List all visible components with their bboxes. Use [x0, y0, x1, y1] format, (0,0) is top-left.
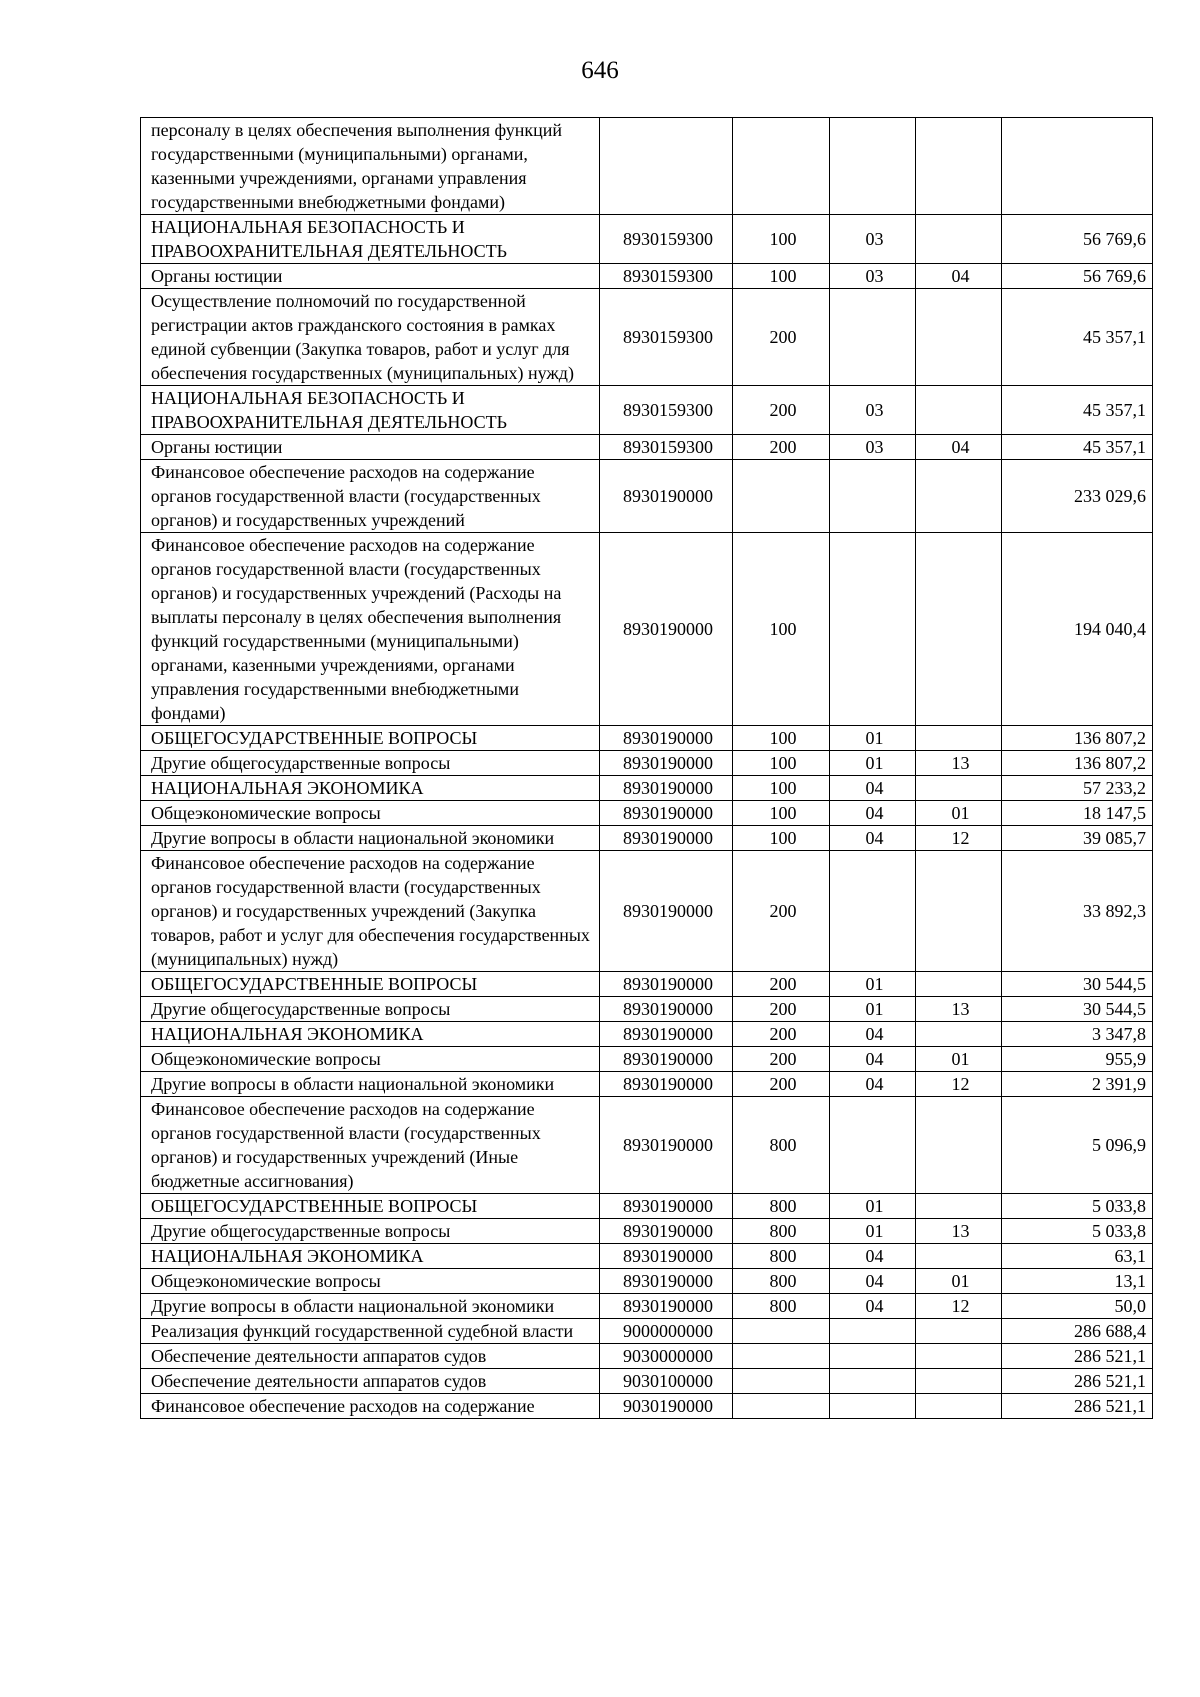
expense-name-cell: Финансовое обеспечение расходов на содержание органов государственной власти (государственных органов) и государственных учреждений (Закупка товаров, работ и услуг для обеспечения государственных (муниципальных) нужд) — [141, 851, 600, 972]
expense-name-cell: Финансовое обеспечение расходов на содержание органов государственной власти (государственных органов) и государственных учреждений — [141, 460, 600, 533]
table-row — [141, 118, 1153, 215]
table-row — [141, 289, 1153, 386]
expense-type-code-cell — [733, 1344, 830, 1369]
target-article-code-cell: 8930190000 — [600, 826, 733, 851]
section-code-cell — [830, 460, 916, 533]
subsection-code-cell: 01 — [916, 1047, 1002, 1072]
amount-cell: 286 521,1 — [1002, 1344, 1153, 1369]
section-code-cell — [830, 533, 916, 726]
target-article-code-cell: 9000000000 — [600, 1319, 733, 1344]
section-code-cell — [830, 289, 916, 386]
table-row — [141, 851, 1153, 972]
amount-cell: 286 521,1 — [1002, 1394, 1153, 1419]
target-article-code-cell: 8930190000 — [600, 1294, 733, 1319]
expense-name-cell: НАЦИОНАЛЬНАЯ ЭКОНОМИКА — [141, 776, 600, 801]
target-article-code-cell: 9030100000 — [600, 1369, 733, 1394]
subsection-code-cell: 01 — [916, 801, 1002, 826]
table-row — [141, 751, 1153, 776]
amount-cell: 30 544,5 — [1002, 997, 1153, 1022]
target-article-code-cell: 8930190000 — [600, 1022, 733, 1047]
table-row — [141, 997, 1153, 1022]
subsection-code-cell — [916, 1319, 1002, 1344]
budget-table-body — [141, 118, 1153, 1419]
amount-cell: 194 040,4 — [1002, 533, 1153, 726]
expense-type-code-cell: 100 — [733, 264, 830, 289]
subsection-code-cell: 12 — [916, 1072, 1002, 1097]
table-row — [141, 776, 1153, 801]
amount-cell: 5 096,9 — [1002, 1097, 1153, 1194]
subsection-code-cell — [916, 851, 1002, 972]
amount-cell: 39 085,7 — [1002, 826, 1153, 851]
expense-name-cell: ОБЩЕГОСУДАРСТВЕННЫЕ ВОПРОСЫ — [141, 726, 600, 751]
section-code-cell — [830, 118, 916, 215]
subsection-code-cell — [916, 1394, 1002, 1419]
expense-name-cell: Общеэкономические вопросы — [141, 1269, 600, 1294]
expense-type-code-cell: 200 — [733, 1072, 830, 1097]
target-article-code-cell: 8930190000 — [600, 460, 733, 533]
table-row — [141, 1097, 1153, 1194]
subsection-code-cell: 13 — [916, 997, 1002, 1022]
target-article-code-cell — [600, 118, 733, 215]
expense-type-code-cell: 800 — [733, 1294, 830, 1319]
expense-type-code-cell — [733, 1394, 830, 1419]
expense-name-cell: Другие общегосударственные вопросы — [141, 997, 600, 1022]
subsection-code-cell — [916, 215, 1002, 264]
amount-cell: 233 029,6 — [1002, 460, 1153, 533]
table-row — [141, 1194, 1153, 1219]
section-code-cell: 04 — [830, 826, 916, 851]
subsection-code-cell: 04 — [916, 264, 1002, 289]
expense-type-code-cell: 100 — [733, 776, 830, 801]
target-article-code-cell: 8930159300 — [600, 215, 733, 264]
amount-cell: 136 807,2 — [1002, 726, 1153, 751]
page-number: 646 — [581, 57, 619, 84]
subsection-code-cell — [916, 1244, 1002, 1269]
amount-cell — [1002, 118, 1153, 215]
table-row — [141, 1344, 1153, 1369]
table-row — [141, 533, 1153, 726]
expense-type-code-cell: 800 — [733, 1244, 830, 1269]
section-code-cell: 03 — [830, 215, 916, 264]
expense-type-code-cell: 200 — [733, 289, 830, 386]
subsection-code-cell — [916, 386, 1002, 435]
amount-cell: 56 769,6 — [1002, 215, 1153, 264]
target-article-code-cell: 8930190000 — [600, 801, 733, 826]
table-row — [141, 1269, 1153, 1294]
table-row — [141, 1394, 1153, 1419]
expense-type-code-cell: 200 — [733, 997, 830, 1022]
section-code-cell: 04 — [830, 1244, 916, 1269]
table-row — [141, 1369, 1153, 1394]
expense-name-cell: Общеэкономические вопросы — [141, 1047, 600, 1072]
table-row — [141, 460, 1153, 533]
expense-type-code-cell: 200 — [733, 1022, 830, 1047]
subsection-code-cell — [916, 1022, 1002, 1047]
section-code-cell: 04 — [830, 776, 916, 801]
expense-type-code-cell — [733, 1369, 830, 1394]
section-code-cell: 03 — [830, 386, 916, 435]
expense-type-code-cell: 800 — [733, 1194, 830, 1219]
amount-cell: 286 521,1 — [1002, 1369, 1153, 1394]
expense-type-code-cell: 100 — [733, 215, 830, 264]
subsection-code-cell — [916, 726, 1002, 751]
expense-type-code-cell: 100 — [733, 751, 830, 776]
subsection-code-cell — [916, 1369, 1002, 1394]
expense-type-code-cell: 100 — [733, 801, 830, 826]
subsection-code-cell — [916, 1344, 1002, 1369]
target-article-code-cell: 8930159300 — [600, 289, 733, 386]
section-code-cell: 04 — [830, 1294, 916, 1319]
expense-type-code-cell — [733, 1319, 830, 1344]
amount-cell: 5 033,8 — [1002, 1219, 1153, 1244]
subsection-code-cell: 13 — [916, 751, 1002, 776]
amount-cell: 45 357,1 — [1002, 386, 1153, 435]
subsection-code-cell — [916, 460, 1002, 533]
expense-name-cell: НАЦИОНАЛЬНАЯ БЕЗОПАСНОСТЬ И ПРАВООХРАНИТЕЛЬНАЯ ДЕЯТЕЛЬНОСТЬ — [141, 386, 600, 435]
table-row — [141, 826, 1153, 851]
subsection-code-cell — [916, 1194, 1002, 1219]
table-row — [141, 386, 1153, 435]
table-row — [141, 1244, 1153, 1269]
amount-cell: 45 357,1 — [1002, 289, 1153, 386]
expense-type-code-cell: 200 — [733, 1047, 830, 1072]
subsection-code-cell — [916, 1097, 1002, 1194]
target-article-code-cell: 8930190000 — [600, 1244, 733, 1269]
table-row — [141, 1319, 1153, 1344]
section-code-cell: 01 — [830, 751, 916, 776]
subsection-code-cell: 13 — [916, 1219, 1002, 1244]
table-row — [141, 435, 1153, 460]
expense-name-cell: НАЦИОНАЛЬНАЯ ЭКОНОМИКА — [141, 1244, 600, 1269]
table-row — [141, 1022, 1153, 1047]
expense-name-cell: Другие вопросы в области национальной экономики — [141, 826, 600, 851]
budget-table — [140, 117, 1153, 1419]
expense-name-cell: Другие вопросы в области национальной экономики — [141, 1294, 600, 1319]
target-article-code-cell: 8930159300 — [600, 386, 733, 435]
expense-type-code-cell: 800 — [733, 1097, 830, 1194]
expense-type-code-cell: 100 — [733, 533, 830, 726]
subsection-code-cell — [916, 289, 1002, 386]
amount-cell: 13,1 — [1002, 1269, 1153, 1294]
section-code-cell: 01 — [830, 972, 916, 997]
expense-type-code-cell — [733, 118, 830, 215]
section-code-cell: 01 — [830, 1194, 916, 1219]
target-article-code-cell: 8930190000 — [600, 997, 733, 1022]
expense-name-cell: Обеспечение деятельности аппаратов судов — [141, 1369, 600, 1394]
expense-type-code-cell — [733, 460, 830, 533]
expense-name-cell: Реализация функций государственной судебной власти — [141, 1319, 600, 1344]
section-code-cell: 04 — [830, 801, 916, 826]
section-code-cell: 01 — [830, 997, 916, 1022]
expense-name-cell: Финансовое обеспечение расходов на содержание — [141, 1394, 600, 1419]
amount-cell: 5 033,8 — [1002, 1194, 1153, 1219]
subsection-code-cell — [916, 776, 1002, 801]
amount-cell: 286 688,4 — [1002, 1319, 1153, 1344]
subsection-code-cell — [916, 118, 1002, 215]
table-row — [141, 801, 1153, 826]
table-row — [141, 972, 1153, 997]
target-article-code-cell: 8930190000 — [600, 776, 733, 801]
amount-cell: 955,9 — [1002, 1047, 1153, 1072]
target-article-code-cell: 8930159300 — [600, 435, 733, 460]
section-code-cell: 04 — [830, 1022, 916, 1047]
target-article-code-cell: 8930190000 — [600, 533, 733, 726]
amount-cell: 57 233,2 — [1002, 776, 1153, 801]
expense-name-cell: Общеэкономические вопросы — [141, 801, 600, 826]
expense-type-code-cell: 200 — [733, 851, 830, 972]
section-code-cell: 03 — [830, 435, 916, 460]
expense-type-code-cell: 200 — [733, 386, 830, 435]
table-row — [141, 264, 1153, 289]
expense-type-code-cell: 100 — [733, 826, 830, 851]
amount-cell: 136 807,2 — [1002, 751, 1153, 776]
amount-cell: 30 544,5 — [1002, 972, 1153, 997]
section-code-cell: 04 — [830, 1269, 916, 1294]
expense-name-cell: персоналу в целях обеспечения выполнения функций государственными (муниципальными) органами, казенными учреждениями, органами управления государственными внебюджетными фондами) — [141, 118, 600, 215]
amount-cell: 63,1 — [1002, 1244, 1153, 1269]
amount-cell: 18 147,5 — [1002, 801, 1153, 826]
expense-name-cell: Финансовое обеспечение расходов на содержание органов государственной власти (государственных органов) и государственных учреждений (Расходы на выплаты персоналу в целях обеспечения выполнения функций государственными (муниципальными) органами, казенными учреждениями, органами управления государственными внебюджетными фондами) — [141, 533, 600, 726]
section-code-cell: 03 — [830, 264, 916, 289]
target-article-code-cell: 8930190000 — [600, 751, 733, 776]
section-code-cell: 01 — [830, 1219, 916, 1244]
target-article-code-cell: 8930190000 — [600, 1097, 733, 1194]
section-code-cell — [830, 1394, 916, 1419]
expense-name-cell: Обеспечение деятельности аппаратов судов — [141, 1344, 600, 1369]
section-code-cell: 04 — [830, 1047, 916, 1072]
expense-name-cell: Другие вопросы в области национальной экономики — [141, 1072, 600, 1097]
table-row — [141, 1294, 1153, 1319]
table-row — [141, 215, 1153, 264]
table-row — [141, 726, 1153, 751]
target-article-code-cell: 9030190000 — [600, 1394, 733, 1419]
expense-type-code-cell: 200 — [733, 972, 830, 997]
amount-cell: 33 892,3 — [1002, 851, 1153, 972]
amount-cell: 2 391,9 — [1002, 1072, 1153, 1097]
amount-cell: 50,0 — [1002, 1294, 1153, 1319]
section-code-cell — [830, 851, 916, 972]
subsection-code-cell: 01 — [916, 1269, 1002, 1294]
expense-type-code-cell: 100 — [733, 726, 830, 751]
amount-cell: 3 347,8 — [1002, 1022, 1153, 1047]
subsection-code-cell — [916, 972, 1002, 997]
target-article-code-cell: 8930190000 — [600, 1269, 733, 1294]
expense-name-cell: ОБЩЕГОСУДАРСТВЕННЫЕ ВОПРОСЫ — [141, 1194, 600, 1219]
subsection-code-cell: 12 — [916, 826, 1002, 851]
section-code-cell — [830, 1319, 916, 1344]
target-article-code-cell: 8930190000 — [600, 1194, 733, 1219]
table-row — [141, 1072, 1153, 1097]
expense-name-cell: Органы юстиции — [141, 435, 600, 460]
section-code-cell: 01 — [830, 726, 916, 751]
expense-name-cell: НАЦИОНАЛЬНАЯ ЭКОНОМИКА — [141, 1022, 600, 1047]
target-article-code-cell: 8930190000 — [600, 1072, 733, 1097]
target-article-code-cell: 9030000000 — [600, 1344, 733, 1369]
target-article-code-cell: 8930159300 — [600, 264, 733, 289]
target-article-code-cell: 8930190000 — [600, 726, 733, 751]
target-article-code-cell: 8930190000 — [600, 1047, 733, 1072]
section-code-cell — [830, 1369, 916, 1394]
amount-cell: 45 357,1 — [1002, 435, 1153, 460]
expense-name-cell: Другие общегосударственные вопросы — [141, 1219, 600, 1244]
target-article-code-cell: 8930190000 — [600, 1219, 733, 1244]
amount-cell: 56 769,6 — [1002, 264, 1153, 289]
section-code-cell: 04 — [830, 1072, 916, 1097]
section-code-cell — [830, 1344, 916, 1369]
expense-name-cell: Другие общегосударственные вопросы — [141, 751, 600, 776]
expense-type-code-cell: 800 — [733, 1269, 830, 1294]
table-row — [141, 1047, 1153, 1072]
subsection-code-cell: 04 — [916, 435, 1002, 460]
expense-name-cell: НАЦИОНАЛЬНАЯ БЕЗОПАСНОСТЬ И ПРАВООХРАНИТЕЛЬНАЯ ДЕЯТЕЛЬНОСТЬ — [141, 215, 600, 264]
expense-name-cell: Осуществление полномочий по государственной регистрации актов гражданского состояния в рамках единой субвенции (Закупка товаров, работ и услуг для обеспечения государственных (муниципальных) нужд) — [141, 289, 600, 386]
table-row — [141, 1219, 1153, 1244]
expense-name-cell: ОБЩЕГОСУДАРСТВЕННЫЕ ВОПРОСЫ — [141, 972, 600, 997]
section-code-cell — [830, 1097, 916, 1194]
target-article-code-cell: 8930190000 — [600, 972, 733, 997]
subsection-code-cell: 12 — [916, 1294, 1002, 1319]
expense-name-cell: Финансовое обеспечение расходов на содержание органов государственной власти (государственных органов) и государственных учреждений (Иные бюджетные ассигнования) — [141, 1097, 600, 1194]
target-article-code-cell: 8930190000 — [600, 851, 733, 972]
expense-type-code-cell: 800 — [733, 1219, 830, 1244]
expense-type-code-cell: 200 — [733, 435, 830, 460]
expense-name-cell: Органы юстиции — [141, 264, 600, 289]
subsection-code-cell — [916, 533, 1002, 726]
